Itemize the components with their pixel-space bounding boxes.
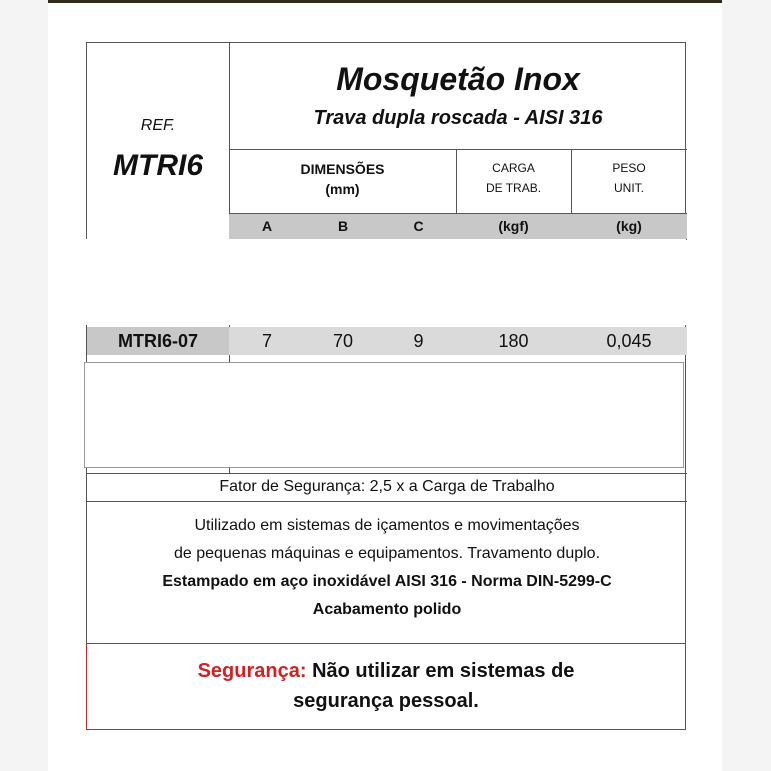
product-subtitle: Trava dupla roscada - AISI 316 (313, 107, 603, 129)
dimensions-unit: (mm) (325, 181, 360, 197)
warning-box (86, 643, 686, 730)
safety-top-line (87, 473, 687, 474)
ref-label: REF. (140, 117, 176, 134)
col-c-label: C (413, 218, 424, 234)
table-row-a: 7 (261, 331, 272, 351)
load-header-1: CARGA (492, 161, 535, 175)
warning-label: Segurança: (197, 660, 307, 682)
table-row-ref: MTRI6-07 (117, 331, 198, 351)
load-header-2: DE TRAB. (485, 181, 542, 195)
warning-line-1 (87, 660, 685, 683)
table-row-load: 180 (498, 331, 529, 351)
weight-header-2: UNIT. (614, 181, 644, 195)
description-line-3: Estampado em aço inoxidável AISI 316 - Norma DIN-5299-C (162, 573, 612, 590)
safety-factor-text: Fator de Segurança: 2,5 x a Carga de Trabalho (219, 478, 555, 495)
table-row-b: 70 (332, 331, 354, 351)
description-line-4: Acabamento polido (312, 601, 462, 618)
warning-text-2: segurança pessoal. (293, 690, 479, 712)
ref-code: MTRI6 (113, 149, 203, 182)
blank-area-top (86, 239, 686, 325)
col-a-label: A (261, 218, 273, 234)
description-line-1: Utilizado em sistemas de içamentos e movimentações (194, 517, 580, 534)
col-weight-unit: (kg) (616, 218, 642, 234)
dimensions-header: DIMENSÕES (300, 161, 385, 177)
table-row-weight: 0,045 (606, 331, 652, 351)
col-load-unit: (kgf) (498, 218, 529, 234)
description-line-2: de pequenas máquinas e equipamentos. Travamento duplo. (173, 545, 601, 562)
product-title: Mosquetão Inox (336, 61, 580, 97)
title-divider (229, 149, 687, 150)
warning-text-1: Não utilizar em sistemas de (312, 660, 575, 682)
subheader-top-line (229, 213, 687, 214)
blank-area-bottom (84, 362, 684, 468)
weight-header-1: PESO (612, 161, 646, 175)
table-row-c: 9 (413, 331, 424, 351)
col-b-label: B (337, 218, 349, 234)
safety-bottom-line (87, 501, 687, 502)
